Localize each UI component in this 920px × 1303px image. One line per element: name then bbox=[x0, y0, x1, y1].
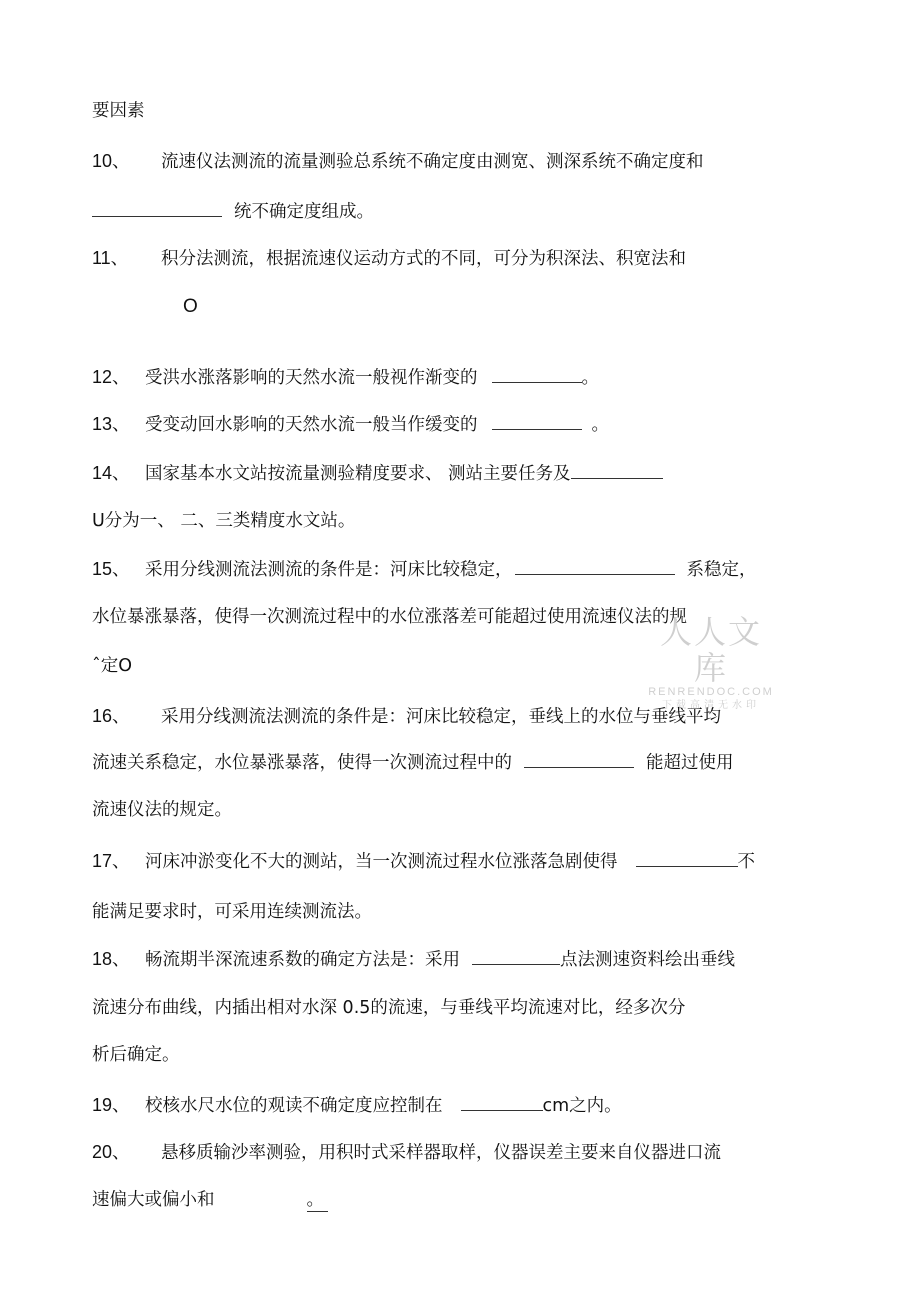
q16-number: 16、 bbox=[92, 706, 131, 726]
q13-number: 13、 bbox=[92, 414, 131, 434]
watermark-site: RENRENDOC.COM bbox=[648, 686, 774, 698]
q10-number: 10、 bbox=[92, 151, 131, 171]
q18-line3: 析后确定。 bbox=[92, 1045, 180, 1065]
q14-number: 14、 bbox=[92, 463, 131, 483]
q11-blank-mark: O bbox=[183, 296, 198, 317]
q14-line2: U分为一、 二、三类精度水文站。 bbox=[92, 511, 356, 531]
q19-text-1b: cm之内。 bbox=[542, 1096, 622, 1116]
q15-text-1b: 系稳定， bbox=[686, 560, 757, 580]
q15-line3: ˆ定O bbox=[92, 656, 133, 676]
q13-blank[interactable] bbox=[492, 413, 582, 430]
q13-text: 受变动回水影响的天然水流一般当作缓变的 bbox=[145, 415, 478, 435]
q12-end: 。 bbox=[581, 368, 599, 388]
q16-line3: 流速仪法的规定。 bbox=[92, 800, 232, 820]
q14-text-1: 国家基本水文站按流量测验精度要求、 测站主要任务及 bbox=[145, 464, 571, 484]
q16-blank[interactable] bbox=[524, 751, 634, 768]
q20-number: 20、 bbox=[92, 1142, 131, 1162]
q18-number: 18、 bbox=[92, 949, 131, 969]
q17-text-1b: 不 bbox=[737, 852, 755, 872]
q12-blank[interactable] bbox=[492, 366, 582, 383]
q19-number: 19、 bbox=[92, 1095, 131, 1115]
q16-text-1: 采用分线测流法测流的条件是：河床比较稳定，垂线上的水位与垂线平均 bbox=[161, 707, 721, 727]
q15-line1 bbox=[92, 558, 757, 581]
watermark-title: 人人文库 bbox=[659, 613, 762, 687]
q12-number: 12、 bbox=[92, 367, 131, 387]
q20-text-2: 速偏大或偏小和 bbox=[92, 1190, 215, 1210]
q14-line1 bbox=[92, 462, 663, 485]
q17-number: 17、 bbox=[92, 851, 131, 871]
q11-line1 bbox=[92, 247, 686, 270]
q20-blank-end[interactable]: 。 bbox=[307, 1189, 329, 1212]
q9-tail: 要因素 bbox=[92, 101, 145, 121]
q13-end: 。 bbox=[591, 415, 609, 435]
q10-text-1: 流速仪法测流的流量测验总系统不确定度由测宽、测深系统不确定度和 bbox=[161, 152, 704, 172]
q17-line2: 能满足要求时，可采用连续测流法。 bbox=[92, 902, 372, 922]
q16-line1 bbox=[92, 705, 721, 728]
q19-blank[interactable] bbox=[461, 1094, 543, 1111]
watermark bbox=[646, 614, 776, 712]
q16-line2 bbox=[92, 751, 734, 774]
q15-line2: 水位暴涨暴落，使得一次测流过程中的水位涨落差可能超过使用流速仪法的规 bbox=[92, 607, 687, 627]
q15-blank[interactable] bbox=[515, 558, 675, 575]
q17-line1 bbox=[92, 850, 755, 873]
q20-line1 bbox=[92, 1141, 721, 1164]
q20-line2 bbox=[92, 1189, 328, 1212]
q17-text-1a: 河床冲淤变化不大的测站，当一次测流过程水位涨落急剧使得 bbox=[145, 852, 618, 872]
q17-blank[interactable] bbox=[636, 850, 738, 867]
q16-text-2b: 能超过使用 bbox=[646, 753, 734, 773]
q11-text-1: 积分法测流，根据流速仪运动方式的不同，可分为积深法、积宽法和 bbox=[161, 249, 686, 269]
q11-number: 11、 bbox=[92, 248, 129, 268]
q15-text-1a: 采用分线测流法测流的条件是：河床比较稳定， bbox=[145, 560, 513, 580]
q14-blank[interactable] bbox=[571, 462, 663, 479]
q18-text-1b: 点法测速资料绘出垂线 bbox=[560, 950, 735, 970]
q15-number: 15、 bbox=[92, 559, 131, 579]
q16-text-2a: 流速关系稳定，水位暴涨暴落，使得一次测流过程中的 bbox=[92, 753, 512, 773]
q10-line2 bbox=[92, 200, 374, 223]
q19-line bbox=[92, 1094, 622, 1117]
q18-line1 bbox=[92, 948, 735, 971]
q10-blank[interactable] bbox=[92, 200, 222, 217]
q12-line bbox=[92, 366, 599, 389]
q10-text-2: 统不确定度组成。 bbox=[234, 202, 374, 222]
q12-text: 受洪水涨落影响的天然水流一般视作渐变的 bbox=[145, 368, 478, 388]
watermark-tag: 下载高清无水印 bbox=[662, 700, 760, 711]
q20-text-1: 悬移质输沙率测验，用积时式采样器取样，仪器误差主要来自仪器进口流 bbox=[161, 1143, 721, 1163]
q18-blank[interactable] bbox=[472, 948, 560, 965]
q10-line1 bbox=[92, 150, 704, 173]
q18-text-1a: 畅流期半深流速系数的确定方法是：采用 bbox=[145, 950, 460, 970]
q18-line2: 流速分布曲线，内插出相对水深 0.5的流速，与垂线平均流速对比，经多次分 bbox=[92, 998, 686, 1018]
q19-text-1a: 校核水尺水位的观读不确定度应控制在 bbox=[145, 1096, 443, 1116]
q13-line bbox=[92, 413, 609, 436]
